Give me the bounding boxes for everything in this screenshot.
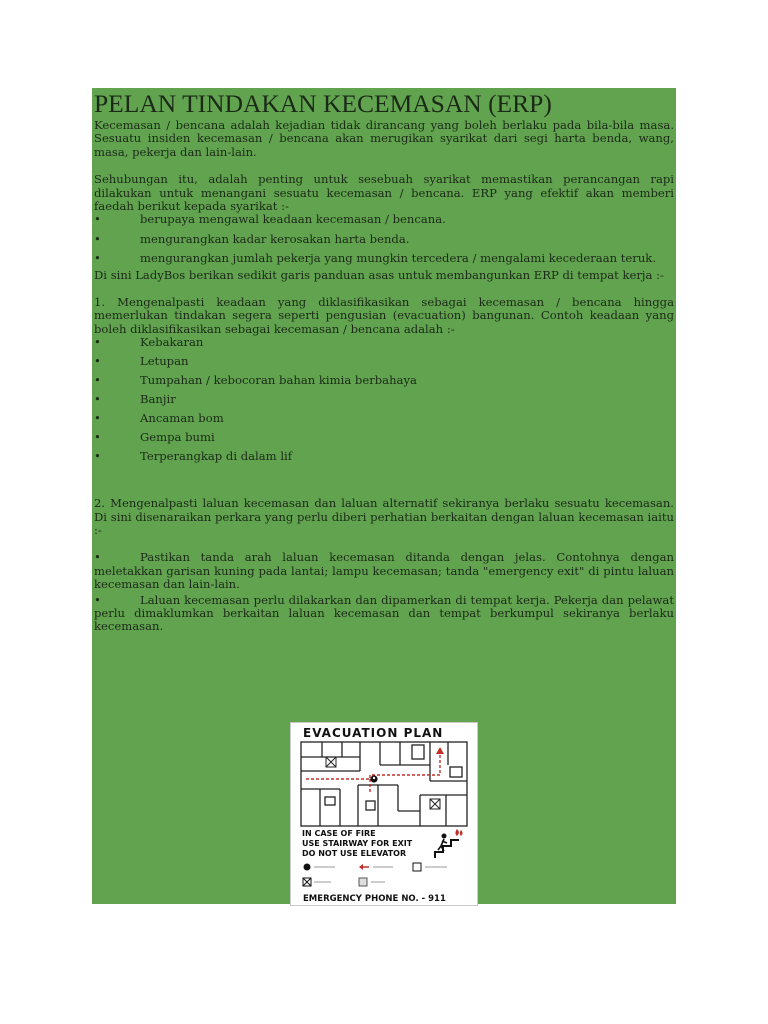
evacuation-plan-title: EVACUATION PLAN [303,726,444,740]
bullet-icon: • [94,410,101,425]
benefit-item: • mengurangkan jumlah pekerja yang mungkin tercedera / mengalami kecederaan teruk. [94,251,657,266]
page-title: PELAN TINDAKAN KECEMASAN (ERP) [94,89,552,118]
benefit-item: • mengurangkan kadar kerosakan harta benda. [94,231,410,246]
emergency-item: • Banjir [94,392,176,406]
fire-warning-text: IN CASE OF FIRE USE STAIRWAY FOR EXIT DO NOT USE ELEVATOR [302,829,413,858]
intro-paragraph: Kecemasan / bencana adalah kejadian tidak dirancang yang boleh berlaku pada bila-bila masa. Sesuatu insiden kecemasan / bencana akan merugikan syarikat dari segi harta benda, wang, masa, pekerja dan lain-lain. [94,118,674,159]
bullet-icon: • [94,231,101,246]
bullet-icon: • [94,212,101,227]
route-point-item: • Laluan kecemasan perlu dilakarkan dan dipamerkan di tempat kerja. Pekerja dan pelawat perlu dimaklumkan berkaitan laluan kecemasan dan tempat berkumpul sekiranya berlaku kecemasan. [94,592,674,634]
floor-plan-diagram [300,741,468,839]
stairway-exit-icon [421,827,467,861]
benefits-intro-paragraph: Sehubungan itu, adalah penting untuk sesebuah syarikat memastikan perancangan rapi dilakukan untuk menangani sesuatu kecemasan / bencana. ERP yang efektif akan memberi faedah berikut kepada syarikat :- [94,172,674,214]
emergency-item: • Letupan [94,354,189,369]
benefit-item: • berupaya mengawal keadaan kecemasan / bencana. [94,212,446,227]
guideline-intro-paragraph: Di sini LadyBos berikan sedikit garis panduan asas untuk membangunkan ERP di tempat kerja :- [94,267,664,282]
bullet-icon: • [94,335,101,350]
emergency-item: • Ancaman bom [94,410,224,425]
bullet-icon: • [94,373,101,388]
emergency-phone-label: EMERGENCY PHONE NO. - 911 [303,894,446,904]
evacuation-plan-image [290,722,478,906]
emergency-item: • Kebakaran [94,335,204,350]
bullet-icon: • [94,392,101,406]
route-point-item: • Pastikan tanda arah laluan kecemasan ditanda dengan jelas. Contohnya dengan meletakkan garisan kuning pada lantai; lampu kecemasan; tanda "emergency exit" di pintu laluan kecemasan dan lain-lain. [94,550,674,592]
step-1-paragraph: 1. Mengenalpasti keadaan yang diklasifikasikan sebagai kecemasan / bencana hingga memerlukan tindakan segera seperti pengusian (evacuation) bangunan. Contoh keadaan yang boleh diklasifikasikan sebagai kecemasan / bencana adalah :- [94,295,674,336]
emergency-item: • Terperangkap di dalam lif [94,448,293,463]
map-legend [301,861,467,889]
emergency-item: • Gempa bumi [94,429,215,444]
emergency-item: • Tumpahan / kebocoran bahan kimia berbahaya [94,373,417,388]
bullet-icon: • [94,448,101,463]
bullet-icon: • [94,429,101,444]
bullet-icon: • [94,354,101,369]
step-2-paragraph: 2. Mengenalpasti laluan kecemasan dan laluan alternatif sekiranya berlaku sesuatu kecemasan. Di sini disenaraikan perkara yang perlu diberi perhatian berkaitan dengan laluan kecemasan iaitu :- [94,496,674,537]
